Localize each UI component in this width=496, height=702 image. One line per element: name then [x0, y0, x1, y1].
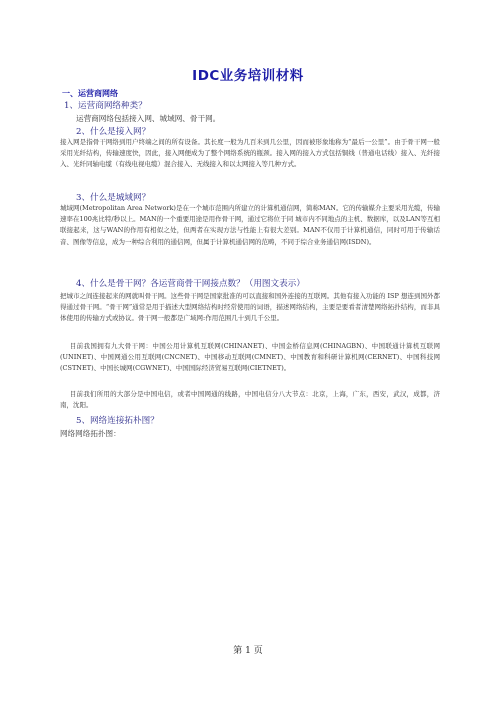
question-4: 4、什么是骨干网？各运营商骨干网接点数？（用图文表示） [76, 279, 305, 289]
answer-1: 运营商网络包括接入网、城域网、骨干网。 [76, 114, 221, 123]
paragraph-metro-network: 城域网(Metropolitan Area Network)是在一个城市范围内所建立的计算机通信网，简称MAN。它的传输媒介主要采用光缆，传输速率在100兆比特/秒以上。MAN的一个重要用途是用作骨干网，通过它将位于同 城市内不同地点的主机、数据库，以及LAN等互相联接起来，这与WAN的作用有相似之处，但两者在实现方法与性能上有很大差别。MAN不仅用于计算机通信，同时可用于传输话音、图像等信息，成为一种综合利用的通信网，但属于计算机通信网的范畴，不同于综合业务通信网(ISDN)。 [60, 204, 440, 246]
paragraph-access-network: 接入网是指骨干网络到用户终端之间的所有设备。其长度一般为几百米到几公里，因而被形象地称为“最后一公里”。由于骨干网一般采用光纤结构，传输速度快，因此，接入网便成为了整个网络系统的瓶颈。接入网的接入方式包括铜线（普通电话线）接入、光纤接入、光纤同轴电缆（有线电视电缆）混合接入、无线接入和以太网接入等几种方式。 [60, 138, 440, 169]
question-5: 5、网络连接拓朴图？ [76, 416, 159, 426]
paragraph-backbone: 把城市之间连接起来的网就叫骨干网。这些骨干网是国家批准的可以直接和国外连接的互联网。其他有接入功能的 ISP 想连到国外都得通过骨干网。“骨干网”通常是用于描述大型网络结构时经常使用的词语，描述网络结构，主要是要看者清楚网络拓扑结构，而非具体使用的传输方式或协议。骨干网一般都是广域网:作用范围几十到几千公里。 [60, 292, 440, 323]
topology-label: 网络网络拓扑图： [60, 429, 121, 438]
paragraph-nine-backbones: 目前我国拥有九大骨干网：中国公用计算机互联网(CHINANET)、中国金桥信息网(CHINAGBN)、中国联通计算机互联网(UNINET)、中国网通公用互联网(CNCNET)、中国移动互联网(CMNET)、中国教育和科研计算机网(CERNET)、中国科技网(CSTNET)、中国长城网(CGWNET)、中国国际经济贸易互联网(CIETNET)。 [60, 342, 440, 373]
question-3: 3、什么是城域网？ [76, 193, 151, 203]
section-heading: 一、运营商网络 [62, 89, 118, 98]
question-2: 2、什么是接入网？ [76, 127, 151, 137]
question-1: 1、运营商网络种类？ [64, 101, 147, 111]
paragraph-telecom-nodes: 目前我们所用的大部分是中国电信，或者中国网通的线路，中国电信分八大节点：北京，上海，广东，西安，武汉，成都，济南，沈阳。 [60, 390, 440, 410]
document-title: IDC业务培训材料 [192, 68, 304, 84]
page-number: 第 1 页 [233, 646, 263, 656]
